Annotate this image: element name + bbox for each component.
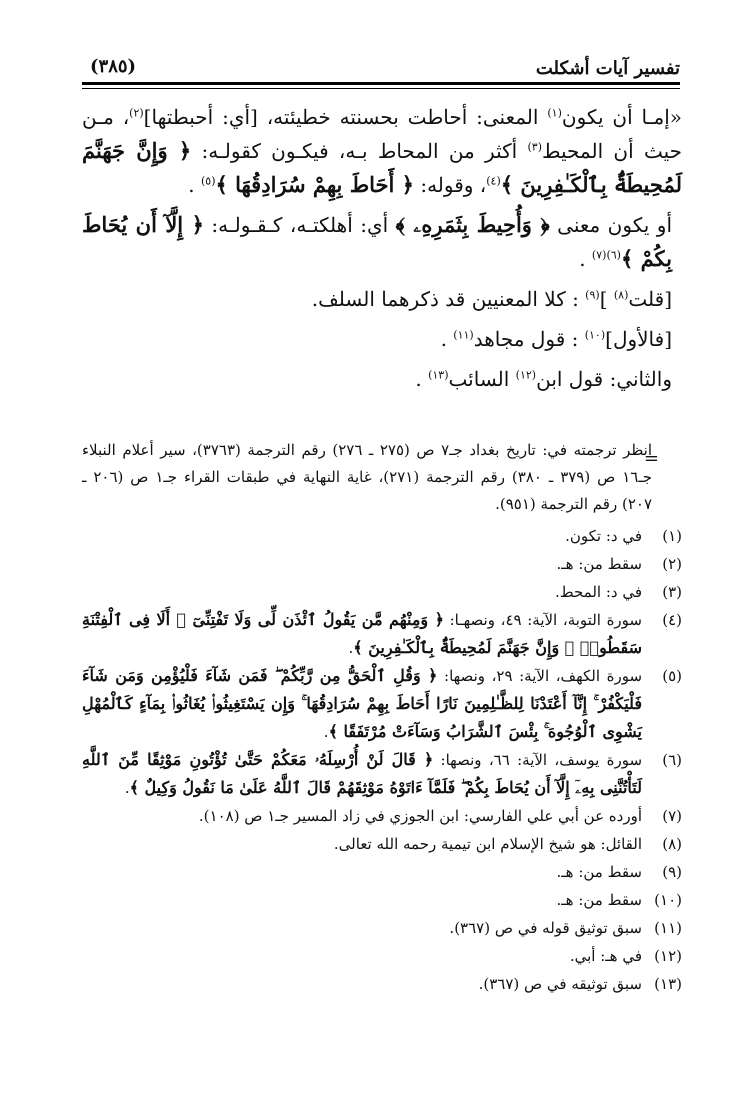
quran-verse: ﴿ أَحَاطَ بِهِمْ سُرَادِقُهَا ﴾ — [215, 172, 414, 197]
footnote-ref[interactable]: (١٢) — [515, 368, 537, 382]
footnote-number: (١٢) — [654, 947, 682, 965]
footnote-text — [82, 746, 642, 802]
footnote-number: (٥) — [662, 667, 682, 685]
quran-verse: ﴿ قَالَ لَنْ أُرْسِلَهُۥ مَعَكُمْ حَتَّىٰ تُؤْتُونِ مَوْثِقًا مِّنَ ٱللَّهِ لَتَأْتُنَّنِى بِهِۦٓ إِلَّآ أَن يُحَاطَ بِكُمْ ۖ فَلَمَّآ ءَاتَوْهُ مَوْثِقَهُمْ قَالَ ٱللَّهُ عَلَىٰ مَا نَقُولُ وَكِيلٌ ﴾ — [82, 750, 642, 797]
text-segment: المعنى: أحاطت بحسنته خطيئته، [أي: أحبطتها] — [143, 105, 548, 129]
text-segment: [قلت — [628, 287, 672, 311]
footnote-number: (١٠) — [654, 891, 682, 909]
footnote-number: (٧) — [662, 807, 682, 825]
footnote-item — [82, 858, 682, 886]
page-number: (٣٨٥) — [90, 56, 137, 77]
footnote-ref[interactable]: (٥) — [200, 174, 216, 188]
footnote-ref[interactable]: (٣) — [527, 140, 542, 154]
footnote-text-segment: سقط من: هـ. — [556, 891, 642, 909]
footnote-ref[interactable]: (١) — [547, 106, 562, 120]
footnote-ref[interactable]: (١١) — [453, 328, 474, 342]
footnote-text-segment: أورده عن أبي علي الفارسي: ابن الجوزي في زاد المسير جـ١ ص (١٠٨). — [198, 807, 642, 825]
footnote-number: (٤) — [662, 611, 682, 629]
continuation-marker: = — [643, 448, 659, 469]
page-title: تفسير آيات أشكلت — [535, 58, 680, 79]
footnote-text — [82, 606, 642, 662]
footnote-text-segment: في هـ: أبي. — [569, 947, 642, 965]
text-segment: . — [188, 173, 201, 197]
footnote-ref[interactable]: (٢) — [129, 106, 144, 120]
footnote-text — [82, 858, 642, 886]
footnote-text-segment: . — [348, 639, 354, 657]
text-segment: ، مـن حيث أن المحيط — [82, 105, 682, 163]
footnote-ref[interactable]: (٦) — [606, 248, 621, 262]
text-segment: : كلا المعنيين قد ذكرهما السلف. — [311, 287, 586, 311]
footnote-text-segment: في د: المحط. — [554, 583, 642, 601]
footnote-ref[interactable]: (١٣) — [428, 368, 449, 382]
footnote-number: (٢) — [662, 555, 682, 573]
footnote-text — [82, 914, 642, 942]
footnote-item — [82, 914, 682, 942]
footnote-text-segment: . — [124, 779, 130, 797]
footnote-text-segment: سقط من: هـ. — [556, 863, 642, 881]
footnote-number: (٨) — [662, 835, 682, 853]
footnote-text — [82, 942, 642, 970]
text-segment: : قول مجاهد — [473, 327, 585, 351]
footnote-ref[interactable]: (١٠) — [584, 328, 606, 342]
footnote-text — [82, 550, 642, 578]
footnote-number: (٦) — [662, 751, 682, 769]
text-segment: أكثر من المحاط بـه، فيكـون كقولـه: — [191, 139, 528, 163]
footnote-text-segment: سقط من: هـ. — [556, 555, 642, 573]
text-segment: أو يكون معنى — [549, 213, 672, 237]
footnotes-list — [82, 522, 682, 998]
text-segment: ، وقوله: — [413, 173, 487, 197]
footnote-text-segment: سورة التوبة، الآية: ٤٩، ونصهـا: — [443, 611, 642, 629]
footnote-item — [82, 522, 682, 550]
footnote-text-segment: سورة الكهف، الآية: ٢٩، ونصها: — [437, 667, 643, 685]
footnote-item — [82, 970, 682, 998]
paragraph-2 — [82, 208, 682, 276]
text-segment: السائب — [448, 367, 516, 391]
text-segment: [فالأول] — [605, 327, 672, 351]
footnote-text — [82, 522, 642, 550]
footnote-item — [82, 746, 682, 802]
header-rule-thin — [82, 88, 680, 89]
quran-verse: ﴿ إِلَّآ أَن يُحَاطَ بِكُمْ ﴾ — [82, 212, 672, 271]
main-text — [82, 100, 682, 402]
paragraph-3 — [82, 282, 682, 316]
paragraph-1 — [82, 100, 682, 202]
footnote-item — [82, 578, 682, 606]
footnote-text — [82, 830, 642, 858]
footnote-number: (٣) — [662, 583, 682, 601]
footnote-number: (١٣) — [654, 975, 682, 993]
quran-verse: ﴿ وَأُحِيطَ بِثَمَرِهِۦ ﴾ — [395, 212, 550, 237]
footnote-item — [82, 886, 682, 914]
footnote-number: (١١) — [654, 919, 682, 937]
footnote-text — [82, 886, 642, 914]
footnote-item — [82, 662, 682, 746]
quran-verse: ﴿ وَمِنْهُم مَّن يَقُولُ ٱئْذَن لِّى وَلَا تَفْتِنِّىٓ ۚ أَلَا فِى ٱلْفِتْنَةِ سَقَطُوا۟ ۗ وَإِنَّ جَهَنَّمَ لَمُحِيطَةٌۢ بِٱلْكَـٰفِرِينَ ﴾ — [82, 610, 642, 657]
text-segment: ] — [599, 287, 614, 311]
text-segment: . — [579, 247, 592, 271]
footnote-text-segment: سورة يوسف، الآية: ٦٦، ونصها: — [433, 751, 643, 769]
paragraph-5 — [82, 362, 682, 396]
text-segment: . — [440, 327, 454, 351]
footnote-item — [82, 802, 682, 830]
footnote-ref[interactable]: (٧) — [591, 248, 607, 262]
footnote-item — [82, 942, 682, 970]
footnote-text-segment: سبق توثيقه في ص (٣٦٧). — [478, 975, 642, 993]
text-segment: «إمـا أن يكون — [561, 105, 683, 129]
footnote-number: (١) — [662, 527, 682, 545]
text-segment: . — [415, 367, 429, 391]
page-header — [82, 52, 680, 82]
footnote-continuation: انظر ترجمته في: تاريخ بغداد جـ٧ ص (٢٧٥ ـ ٢٧٦) رقم الترجمة (٣٧٦٣)، سير أعلام النبلاء جـ١٦ ص (٣٧٩ ـ ٣٨٠) رقم الترجمة (٢٧١)، غاية النهاية في طبقات القراء جـ١ ص (٢٠٦ ـ ٢٠٧) رقم الترجمة (٩٥١). — [82, 441, 652, 513]
header-rule — [82, 82, 680, 85]
footnote-text — [82, 802, 642, 830]
text-segment: والثاني: قول ابن — [536, 367, 672, 391]
footnote-item — [82, 606, 682, 662]
footnote-text-segment: سبق توثيق قوله في ص (٣٦٧). — [449, 919, 642, 937]
footnote-text — [82, 578, 642, 606]
footnote-number: (٩) — [662, 863, 682, 881]
text-segment: أي: أهلكتـه، كـقـولـه: — [203, 213, 396, 237]
quran-verse: ﴿ وَإِنَّ جَهَنَّمَ لَمُحِيطَةٌۢ بِٱلْكَـٰفِرِينَ ﴾ — [82, 138, 682, 197]
footnote-ref[interactable]: (٩) — [585, 288, 600, 302]
quran-verse: ﴿ وَقُلِ ٱلْحَقُّ مِن رَّبِّكُمْ ۖ فَمَن شَآءَ فَلْيُؤْمِن وَمَن شَآءَ فَلْيَكْفُرْ ۚ إِنَّآ أَعْتَدْنَا لِلظَّـٰلِمِينَ نَارًا أَحَاطَ بِهِمْ سُرَادِقُهَا ۚ وَإِن يَسْتَغِيثُوا۟ يُغَاثُوا۟ بِمَآءٍ كَٱلْمُهْلِ يَشْوِى ٱلْوُجُوهَ ۚ بِئْسَ ٱلشَّرَابُ وَسَآءَتْ مُرْتَفَقًا ﴾ — [82, 666, 642, 741]
paragraph-4 — [82, 322, 682, 356]
footnote-item — [82, 830, 682, 858]
footnote-ref[interactable]: (٤) — [486, 174, 501, 188]
footnote-text-segment: القائل: هو شيخ الإسلام ابن تيمية رحمه الله تعالى. — [333, 835, 642, 853]
footnote-text — [82, 662, 642, 746]
footnote-text — [82, 970, 642, 998]
footnote-ref[interactable]: (٨) — [613, 288, 629, 302]
footnote-text-segment: . — [323, 723, 329, 741]
footnote-item — [82, 550, 682, 578]
footnote-text-segment: في د: تكون. — [565, 527, 642, 545]
